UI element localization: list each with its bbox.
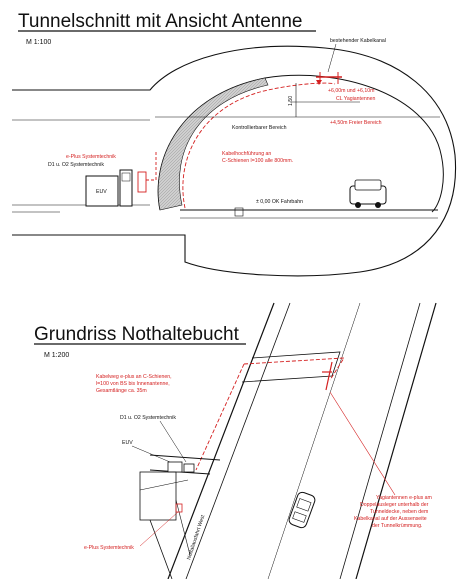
roadway-label: ± 0,00 OK Fahrbahn bbox=[256, 199, 303, 205]
drain bbox=[235, 208, 243, 216]
tunnel-wall bbox=[340, 303, 423, 579]
cable-route-label-1: Kabelhochführung an bbox=[222, 151, 272, 157]
cable-way-label-1: Kabelweg e-plus an C-Schienen, bbox=[96, 374, 172, 380]
plan-scale: M 1:200 bbox=[44, 352, 70, 359]
yagi-label-4: Kabelkanal auf der Aussenseite bbox=[354, 516, 427, 522]
d1o2-panel bbox=[122, 173, 130, 181]
free-area-label: +4,50m Freier Bereich bbox=[330, 120, 382, 126]
leader-line bbox=[330, 392, 395, 495]
eplus-cable bbox=[146, 150, 156, 180]
exit-wall bbox=[150, 455, 220, 460]
plan-view bbox=[34, 303, 436, 579]
tunnel-section bbox=[12, 11, 456, 276]
yagi-label-5: der Tunnelkrümmung. bbox=[372, 523, 423, 529]
euv-cabinet bbox=[168, 462, 182, 472]
dimension-150: 1.50 bbox=[288, 95, 294, 106]
section-title: Tunnelschnitt mit Ansicht Antenne bbox=[18, 11, 303, 32]
tunnel-shell-hatch bbox=[158, 78, 268, 210]
lane-line bbox=[268, 303, 360, 579]
eplus-label: e-Plus Systemtechnik bbox=[84, 545, 134, 551]
leader-line bbox=[132, 446, 170, 462]
cable-way-line bbox=[196, 364, 244, 470]
exit-room bbox=[140, 472, 176, 520]
d1o2-label: D1 u. O2 Systemtechnik bbox=[48, 162, 104, 168]
eplus-label: e-Plus Systemtechnik bbox=[66, 154, 116, 160]
antenna-height-label: +6,00m und +6,10m bbox=[328, 88, 375, 94]
tunnel-wall bbox=[356, 303, 436, 579]
cable-route-label-2: C-Schienen l=100 alle 800mm. bbox=[222, 158, 294, 164]
plan-title: Grundriss Nothaltebucht bbox=[34, 324, 239, 345]
euv-label: EUV bbox=[122, 440, 133, 446]
yagi-label-2: Doppelausleger unterhalb der bbox=[360, 502, 429, 508]
d1o2-cabinet bbox=[184, 464, 194, 472]
controlled-area-label: Kontrollierbarer Bereich bbox=[232, 125, 287, 131]
exit-line bbox=[140, 480, 188, 490]
emergency-bay-outline bbox=[242, 352, 340, 382]
car-icon bbox=[350, 180, 386, 208]
exit-label: Notfallausfahrt West bbox=[186, 514, 207, 561]
cable-way-label-2: l=100 von BS bis Innenantenne, bbox=[96, 381, 170, 387]
eplus-cabinet bbox=[138, 172, 146, 192]
car-icon bbox=[288, 491, 317, 529]
section-scale: M 1:100 bbox=[26, 39, 52, 46]
tunnel-lining bbox=[158, 75, 443, 212]
yagi-label-1: Yagiantennen e-plus am bbox=[376, 495, 432, 501]
leader-line bbox=[140, 512, 178, 546]
d1o2-label: D1 u. O2 Systemtechnik bbox=[120, 415, 176, 421]
cable-duct-label: bestehender Kabelkanal bbox=[330, 38, 386, 44]
yagi-label-3: Tunneldecke, neben dem bbox=[370, 509, 429, 515]
euv-label: EUV bbox=[96, 189, 107, 195]
antenna-name-label: CL Yagiantennen bbox=[336, 96, 376, 102]
exit-corridor bbox=[150, 520, 172, 579]
cable-way-label-3: Gesamtlänge ca. 35m bbox=[96, 388, 147, 394]
